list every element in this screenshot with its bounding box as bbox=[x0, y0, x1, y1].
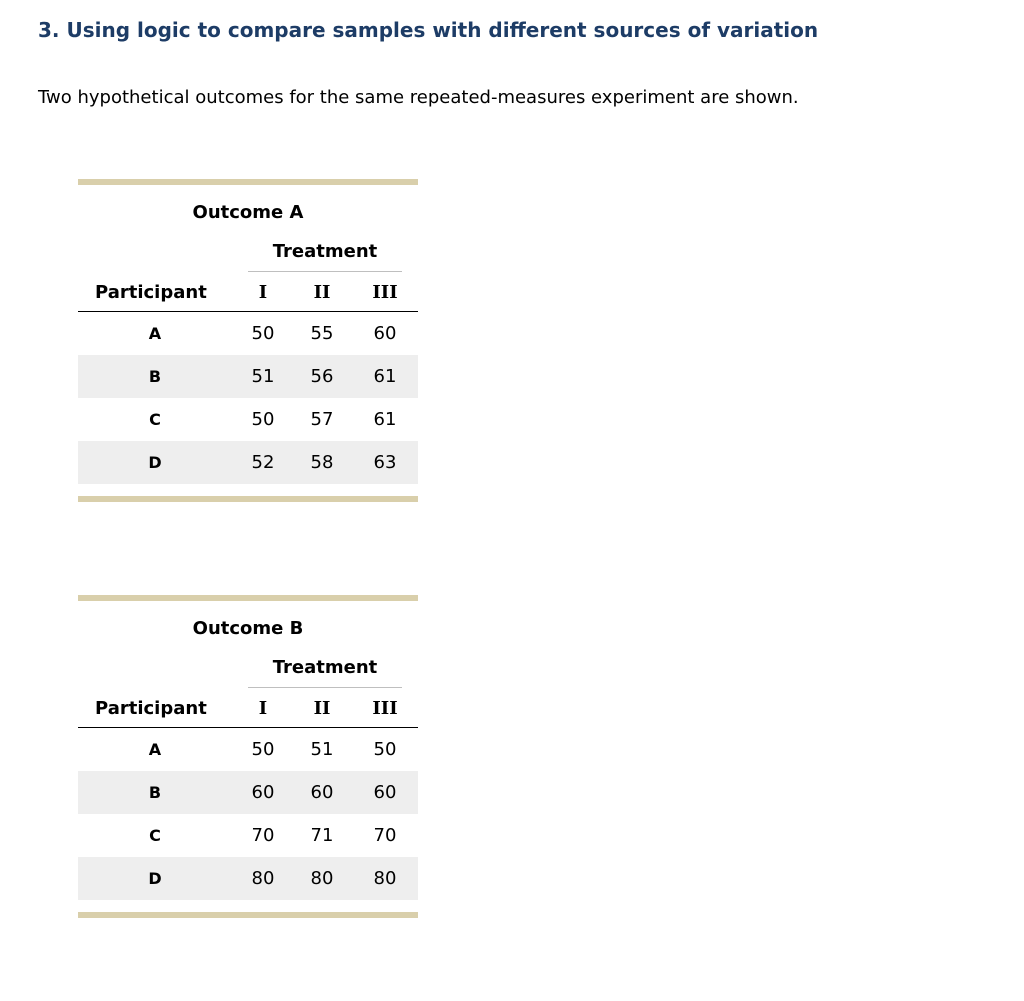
participant-cell: B bbox=[148, 367, 162, 386]
bottom-rule bbox=[78, 912, 418, 918]
value-cell: 58 bbox=[310, 452, 334, 473]
participant-cell: D bbox=[148, 453, 162, 472]
treatment-i-header: I bbox=[258, 282, 268, 303]
value-cell: 71 bbox=[310, 825, 334, 846]
treatment-iii-header: III bbox=[372, 282, 398, 303]
participant-header: Participant bbox=[95, 282, 207, 303]
outcome-title: Outcome B bbox=[192, 618, 304, 639]
table-row bbox=[78, 814, 418, 857]
participant-cell: C bbox=[149, 410, 161, 429]
treatment-ii-header: II bbox=[313, 282, 331, 303]
treatment-label: Treatment bbox=[248, 657, 402, 688]
table-row bbox=[78, 312, 418, 355]
outcome-a-table bbox=[78, 179, 418, 473]
value-cell: 61 bbox=[373, 409, 397, 430]
value-cell: 80 bbox=[310, 868, 334, 889]
value-cell: 51 bbox=[310, 739, 334, 760]
value-cell: 52 bbox=[251, 452, 275, 473]
value-cell: 70 bbox=[251, 825, 275, 846]
value-cell: 51 bbox=[251, 366, 275, 387]
table-row bbox=[78, 857, 418, 900]
table-row bbox=[78, 441, 418, 484]
value-cell: 60 bbox=[251, 782, 275, 803]
value-cell: 60 bbox=[373, 782, 397, 803]
participant-cell: C bbox=[149, 826, 161, 845]
bottom-rule bbox=[78, 496, 418, 502]
column-header-row bbox=[78, 279, 418, 312]
treatment-i-header: I bbox=[258, 698, 268, 719]
page-heading: 3. Using logic to compare samples with different sources of variation bbox=[38, 18, 819, 42]
treatment-label: Treatment bbox=[248, 241, 402, 272]
value-cell: 50 bbox=[251, 739, 275, 760]
participant-header: Participant bbox=[95, 698, 207, 719]
value-cell: 61 bbox=[373, 366, 397, 387]
value-cell: 50 bbox=[251, 323, 275, 344]
value-cell: 57 bbox=[310, 409, 334, 430]
participant-cell: A bbox=[148, 324, 162, 343]
value-cell: 50 bbox=[251, 409, 275, 430]
value-cell: 60 bbox=[310, 782, 334, 803]
intro-text: Two hypothetical outcomes for the same repeated-measures experiment are shown. bbox=[38, 87, 799, 108]
participant-cell: A bbox=[148, 740, 162, 759]
column-header-row bbox=[78, 695, 418, 728]
table-row bbox=[78, 398, 418, 441]
outcome-b-table bbox=[78, 595, 418, 889]
participant-cell: D bbox=[148, 869, 162, 888]
value-cell: 63 bbox=[373, 452, 397, 473]
treatment-iii-header: III bbox=[372, 698, 398, 719]
value-cell: 80 bbox=[251, 868, 275, 889]
table-row bbox=[78, 355, 418, 398]
table-body bbox=[78, 312, 418, 484]
value-cell: 60 bbox=[373, 323, 397, 344]
value-cell: 55 bbox=[310, 323, 334, 344]
outcome-title: Outcome A bbox=[192, 202, 304, 223]
table-row bbox=[78, 728, 418, 771]
table-row bbox=[78, 771, 418, 814]
participant-cell: B bbox=[148, 783, 162, 802]
value-cell: 70 bbox=[373, 825, 397, 846]
top-rule bbox=[78, 179, 418, 185]
table-body bbox=[78, 728, 418, 900]
top-rule bbox=[78, 595, 418, 601]
value-cell: 50 bbox=[373, 739, 397, 760]
treatment-ii-header: II bbox=[313, 698, 331, 719]
value-cell: 56 bbox=[310, 366, 334, 387]
value-cell: 80 bbox=[373, 868, 397, 889]
